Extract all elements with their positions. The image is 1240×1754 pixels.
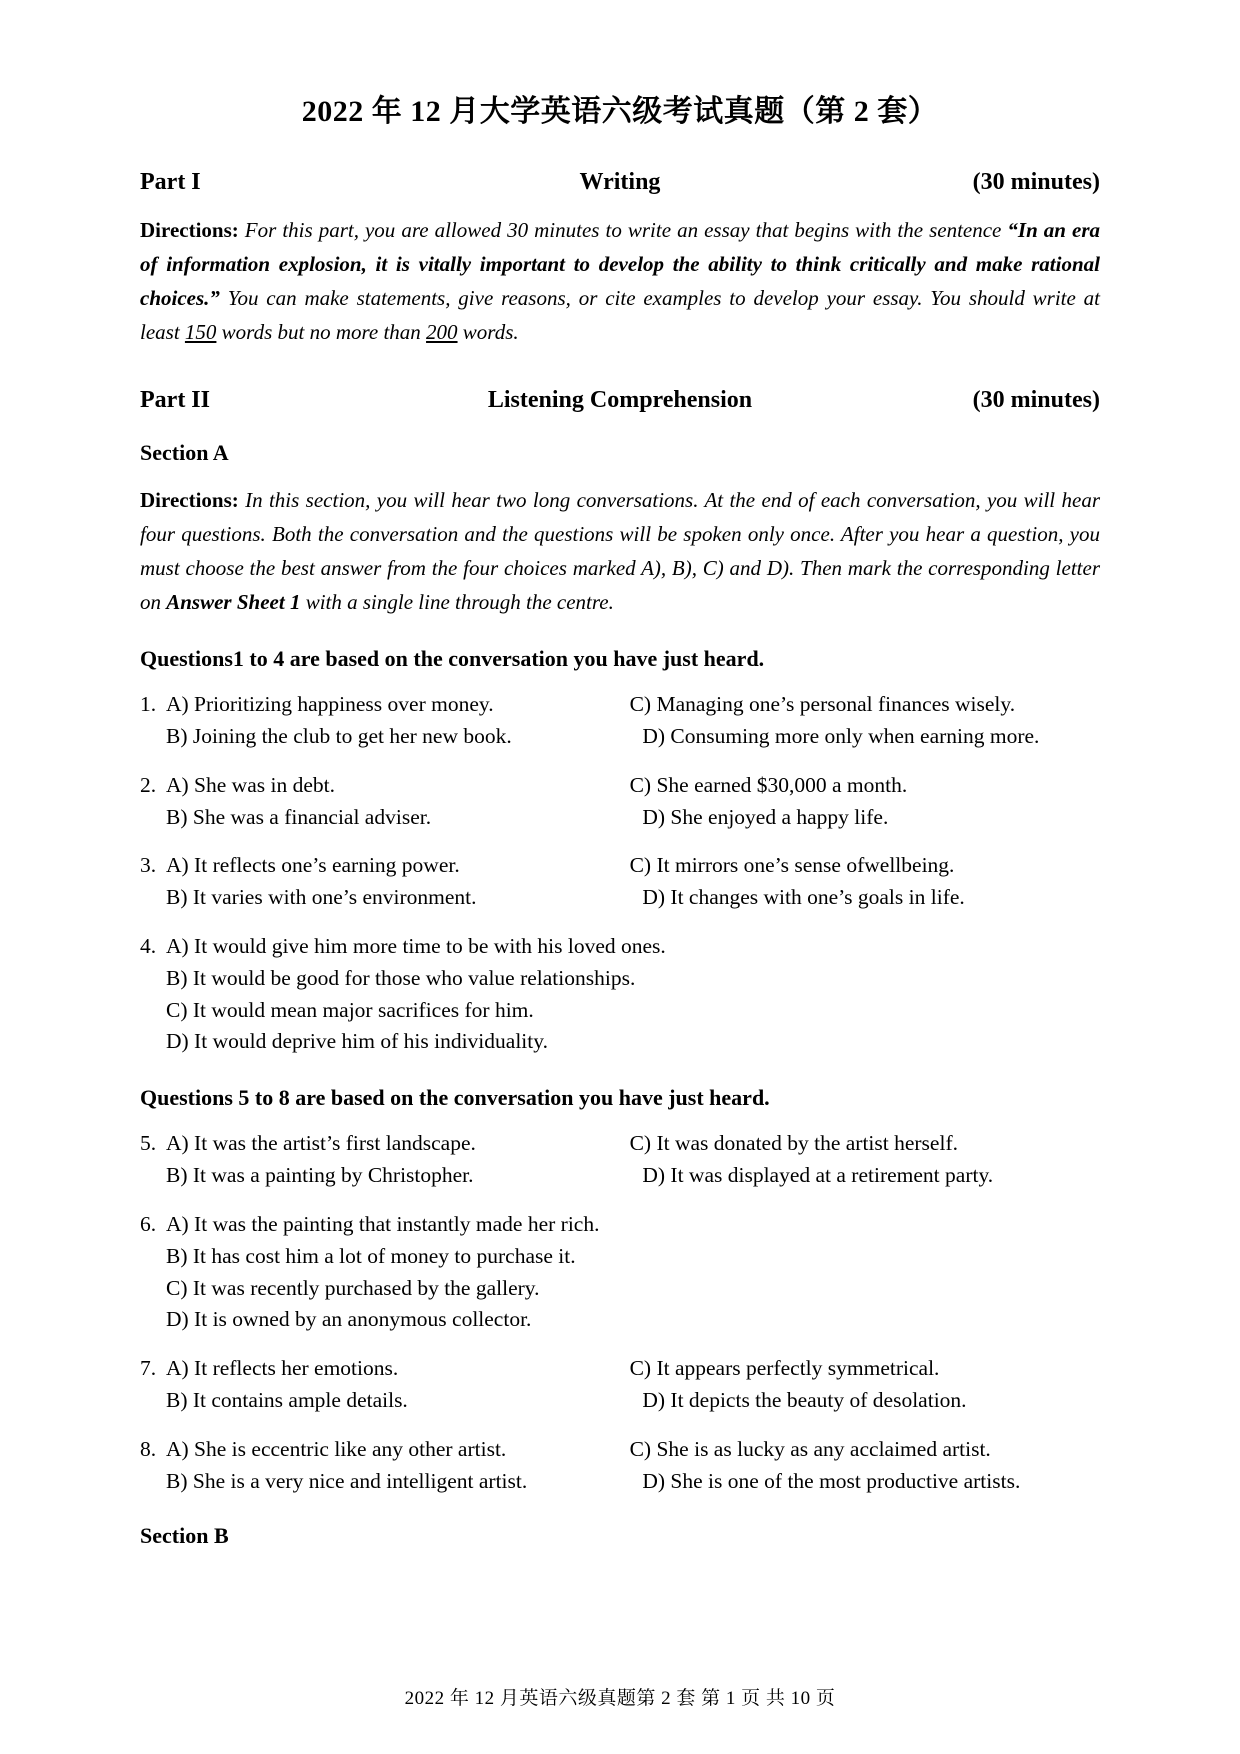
question-5-option-d[interactable] <box>642 1160 1100 1192</box>
question-7-option-d[interactable] <box>642 1385 1100 1417</box>
question-1 <box>140 689 1100 753</box>
question-4 <box>140 931 1100 1058</box>
question-7-option-a-text: A) It reflects her emotions. <box>166 1356 399 1381</box>
question-8-option-a[interactable] <box>140 1434 630 1466</box>
question-8-option-c[interactable] <box>630 1434 1100 1466</box>
question-3-row-1 <box>140 850 1100 882</box>
question-5-option-a-text: A) It was the artist’s first landscape. <box>166 1131 476 1156</box>
part-2-label: Part II <box>140 387 210 414</box>
question-5-option-d-text: D) It was displayed at a retirement party. <box>642 1163 994 1188</box>
question-1-option-a-text: A) Prioritizing happiness over money. <box>166 692 494 717</box>
question-8-option-d-text: D) She is one of the most productive artists. <box>642 1468 1021 1493</box>
question-2-option-d[interactable] <box>642 802 1100 834</box>
question-2-option-b[interactable] <box>140 802 642 834</box>
section-a-heading: Section A <box>140 440 229 466</box>
question-2-option-b-text: B) She was a financial adviser. <box>166 804 432 829</box>
question-4-option-a[interactable] <box>140 931 1100 963</box>
question-7-option-b[interactable] <box>140 1385 642 1417</box>
question-7-row-1 <box>140 1353 1100 1385</box>
question-3-option-a[interactable] <box>140 850 630 882</box>
question-1-option-d[interactable] <box>642 721 1100 753</box>
question-8-row-1 <box>140 1434 1100 1466</box>
question-5-row-2 <box>140 1160 1100 1192</box>
part-1-time: (30 minutes) <box>972 169 1100 195</box>
section-b-heading: Section B <box>140 1523 229 1549</box>
question-8-option-c-text: C) She is as lucky as any acclaimed artist. <box>629 1436 991 1461</box>
question-4-option-b-text: B) It would be good for those who value relationships. <box>166 965 636 990</box>
question-1-option-b[interactable] <box>140 721 642 753</box>
question-2-option-c-text: C) She earned $30,000 a month. <box>629 772 908 797</box>
question-5-option-b-text: B) It was a painting by Christopher. <box>166 1163 474 1188</box>
question-6-number: 6. <box>140 1211 157 1236</box>
question-7 <box>140 1353 1100 1417</box>
directions-text-2a: In this section, you will hear two long conversations. At the end of each conversation, you will hear four questions. Both the conversation and the questions will be spoken only once. After you hear a question, you must choose the best answer from the four choices marked A), B), C) and D). Then mark the corresponding letter on <box>140 488 1100 615</box>
question-2-row-1 <box>140 770 1100 802</box>
question-5 <box>140 1128 1100 1192</box>
question-8-option-a-text: A) She is eccentric like any other artist. <box>166 1436 507 1461</box>
question-4-option-d-text: D) It would deprive him of his individuality. <box>166 1029 548 1054</box>
part-1-header <box>140 169 1100 196</box>
page-title: 2022 年 12 月大学英语六级考试真题（第 2 套） <box>301 95 939 128</box>
question-2-option-c[interactable] <box>630 770 1100 802</box>
question-2-row-2 <box>140 802 1100 834</box>
question-3-option-b-text: B) It varies with one’s environment. <box>166 885 477 910</box>
question-4-option-a-text: A) It would give him more time to be with his loved ones. <box>166 934 666 958</box>
max-word-count: 200 <box>426 320 458 345</box>
question-7-option-c[interactable] <box>630 1353 1100 1385</box>
question-4-option-c[interactable] <box>140 995 1100 1027</box>
question-1-row-1 <box>140 689 1100 721</box>
directions-text-1b: You can make statements, give reasons, or cite examples to develop your essay. You should write at least <box>140 286 1100 345</box>
question-7-option-b-text: B) It contains ample details. <box>166 1387 408 1412</box>
directions-text-1c: words but no more than <box>216 320 427 345</box>
answer-sheet-reference: Answer Sheet 1 <box>166 590 301 615</box>
part-2-header <box>140 387 1100 414</box>
question-2 <box>140 770 1100 834</box>
min-word-count: 150 <box>184 320 217 345</box>
question-4-option-c-text: C) It would mean major sacrifices for him. <box>166 997 534 1022</box>
question-6-option-a-text: A) It was the painting that instantly made her rich. <box>166 1211 600 1236</box>
question-3-option-c[interactable] <box>630 850 1100 882</box>
question-2-option-a[interactable] <box>140 770 630 802</box>
directions-text-1d: words. <box>457 320 519 345</box>
question-4-option-b[interactable] <box>140 963 1100 995</box>
question-1-option-c[interactable] <box>630 689 1100 721</box>
question-6-option-c-text: C) It was recently purchased by the gallery. <box>166 1275 540 1300</box>
question-2-option-a-text: A) She was in debt. <box>166 772 335 797</box>
question-8-number: 8. <box>140 1436 157 1461</box>
question-2-option-d-text: D) She enjoyed a happy life. <box>642 804 889 829</box>
question-5-option-b[interactable] <box>140 1160 642 1192</box>
question-3-option-d[interactable] <box>642 882 1100 914</box>
question-7-option-d-text: D) It depicts the beauty of desolation. <box>642 1387 967 1412</box>
question-1-row-2 <box>140 721 1100 753</box>
question-1-option-d-text: D) Consuming more only when earning more. <box>642 723 1040 748</box>
question-8-option-b-text: B) She is a very nice and intelligent artist. <box>166 1468 528 1493</box>
question-7-row-2 <box>140 1385 1100 1417</box>
question-8-option-d[interactable] <box>642 1466 1100 1498</box>
directions-text-2b: with a single line through the centre. <box>300 590 614 615</box>
question-3-option-d-text: D) It changes with one’s goals in life. <box>642 885 965 910</box>
question-6-option-b[interactable] <box>140 1241 1100 1273</box>
question-1-option-b-text: B) Joining the club to get her new book. <box>166 723 512 748</box>
part-2-directions <box>140 483 1100 619</box>
question-6-option-d[interactable] <box>140 1304 1100 1336</box>
question-3-option-b[interactable] <box>140 882 642 914</box>
question-5-row-1 <box>140 1128 1100 1160</box>
question-5-option-a[interactable] <box>140 1128 630 1160</box>
question-8-option-b[interactable] <box>140 1466 642 1498</box>
part-2-time: (30 minutes) <box>972 387 1100 414</box>
question-2-number: 2. <box>140 772 157 797</box>
part-1-directions <box>140 213 1100 349</box>
question-7-number: 7. <box>140 1356 157 1381</box>
question-6-option-c[interactable] <box>140 1273 1100 1305</box>
question-1-option-a[interactable] <box>140 689 630 721</box>
questions-5-8-heading: Questions 5 to 8 are based on the conversation you have just heard. <box>140 1085 770 1111</box>
question-3-option-c-text: C) It mirrors one’s sense ofwellbeing. <box>629 853 955 878</box>
question-3-row-2 <box>140 882 1100 914</box>
question-5-option-c[interactable] <box>630 1128 1100 1160</box>
question-4-number: 4. <box>140 934 157 958</box>
essay-opening-sentence: “In an era of information explosion, it is vitally important to develop the ability to think critically and make rational choices.” <box>140 218 1100 311</box>
question-8-row-2 <box>140 1466 1100 1498</box>
part-1-title: Writing <box>579 169 661 195</box>
question-6-option-a[interactable] <box>140 1209 1100 1241</box>
question-5-number: 5. <box>140 1131 157 1156</box>
question-3-option-a-text: A) It reflects one’s earning power. <box>166 853 460 878</box>
page-footer: 2022 年 12 月英语六级真题第 2 套 第 1 页 共 10 页 <box>404 1688 836 1709</box>
question-6-option-d-text: D) It is owned by an anonymous collector. <box>166 1307 532 1332</box>
question-6 <box>140 1209 1100 1336</box>
question-8 <box>140 1434 1100 1498</box>
directions-label-2: Directions: <box>140 488 239 513</box>
part-1-label: Part I <box>140 169 201 195</box>
questions-1-4-heading: Questions1 to 4 are based on the conversation you have just heard. <box>140 646 765 672</box>
question-3 <box>140 850 1100 914</box>
question-7-option-a[interactable] <box>140 1353 630 1385</box>
question-4-option-d[interactable] <box>140 1026 1100 1058</box>
question-6-option-b-text: B) It has cost him a lot of money to purchase it. <box>166 1243 576 1268</box>
question-7-option-c-text: C) It appears perfectly symmetrical. <box>629 1356 940 1381</box>
directions-text-1a: For this part, you are allowed 30 minutes to write an essay that begins with the sentence <box>238 218 1008 242</box>
question-5-option-c-text: C) It was donated by the artist herself. <box>629 1131 958 1156</box>
question-1-option-c-text: C) Managing one’s personal finances wisely. <box>629 692 1016 717</box>
question-3-number: 3. <box>140 853 157 878</box>
part-2-title: Listening Comprehension <box>487 387 753 414</box>
question-1-number: 1. <box>140 692 157 717</box>
directions-label-1: Directions: <box>140 218 239 242</box>
